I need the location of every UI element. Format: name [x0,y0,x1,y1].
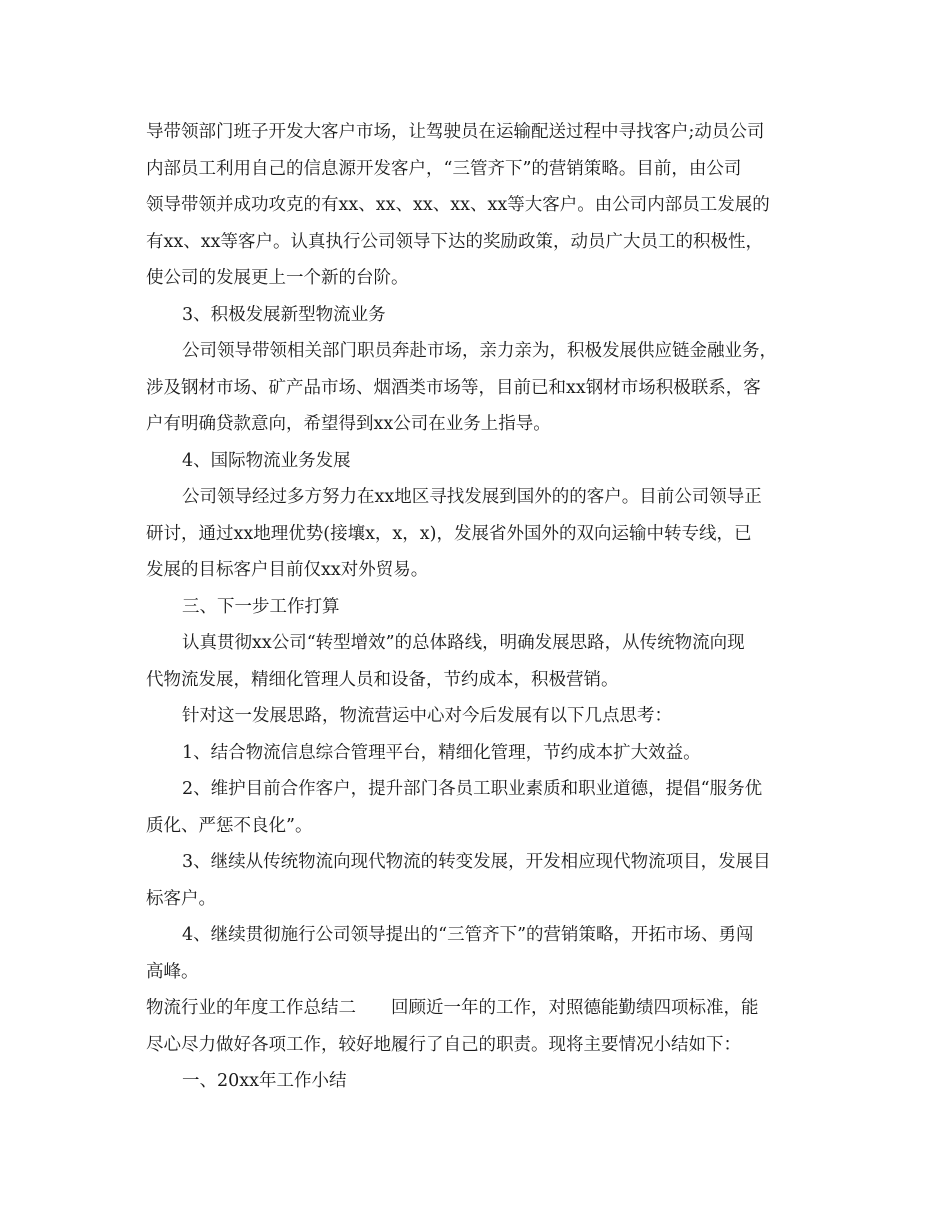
text-line: 使公司的发展更上一个新的台阶。 [146,268,409,288]
text-line: 1、结合物流信息综合管理平台，精细化管理，节约成本扩大效益。 [182,742,701,763]
text-line: 研讨，通过xx地理优势(接壤x，x，x)，发展省外国外的双向运输中转专线，已 [146,523,752,544]
text-line: 3、继续从传统物流向现代物流的转变发展，开发相应现代物流项目，发展目 [182,852,771,872]
text-line: 2、维护目前合作客户，提升部门各员工职业素质和职业道德，提倡“服务优 [182,779,763,799]
text-line: 领导带领并成功攻克的有xx、xx、xx、xx、xx等大客户。由公司内部员工发展的 [146,195,770,215]
text-line: 4、国际物流业务发展 [182,450,351,471]
text-line: 3、积极发展新型物流业务 [182,304,386,325]
text-line: 物流行业的年度工作总结二 回顾近一年的工作，对照德能勤绩四项标准，能 [146,998,759,1018]
text-line: 内部员工利用自己的信息源开发客户，“三管齐下”的营销策略。目前，由公司 [146,158,742,179]
text-line: 户有明确贷款意向，希望得到xx公司在业务上指导。 [146,414,551,434]
text-line: 三、下一步工作打算 [182,596,340,617]
text-line: 尽心尽力做好各项工作，较好地履行了自己的职责。现将主要情况小结如下： [146,1034,741,1055]
text-line: 一、20xx年工作小结 [182,1071,347,1091]
text-line: 认真贯彻xx公司“转型增效”的总体路线，明确发展思路，从传统物流向现 [182,633,745,653]
text-line: 发展的目标客户目前仅xx对外贸易。 [146,560,429,580]
document-body [146,114,806,1100]
text-line: 导带领部门班子开发大客户市场，让驾驶员在运输配送过程中寻找客户;动员公司 [146,122,765,142]
text-line: 4、继续贯彻施行公司领导提出的“三管齐下”的营销策略，开拓市场、勇闯 [182,925,754,945]
text-line: 公司领导经过多方努力在xx地区寻找发展到国外的的客户。目前公司领导正 [182,487,762,507]
text-line: 代物流发展，精细化管理人员和设备，节约成本，积极营销。 [146,669,619,690]
text-line: 高峰。 [146,961,199,982]
text-line: 公司领导带领相关部门职员奔赴市场，亲力亲为，积极发展供应链金融业务， [182,341,777,361]
text-line: 有xx、xx等客户。认真执行公司领导下达的奖励政策，动员广大员工的积极性， [146,231,763,252]
text-line: 质化、严惩不良化”。 [146,815,313,836]
text-line: 针对这一发展思路，物流营运中心对今后发展有以下几点思考： [182,706,672,726]
text-line: 标客户。 [146,888,216,909]
text-line: 涉及钢材市场、矿产品市场、烟酒类市场等，目前已和xx钢材市场积极联系，客 [146,377,761,398]
